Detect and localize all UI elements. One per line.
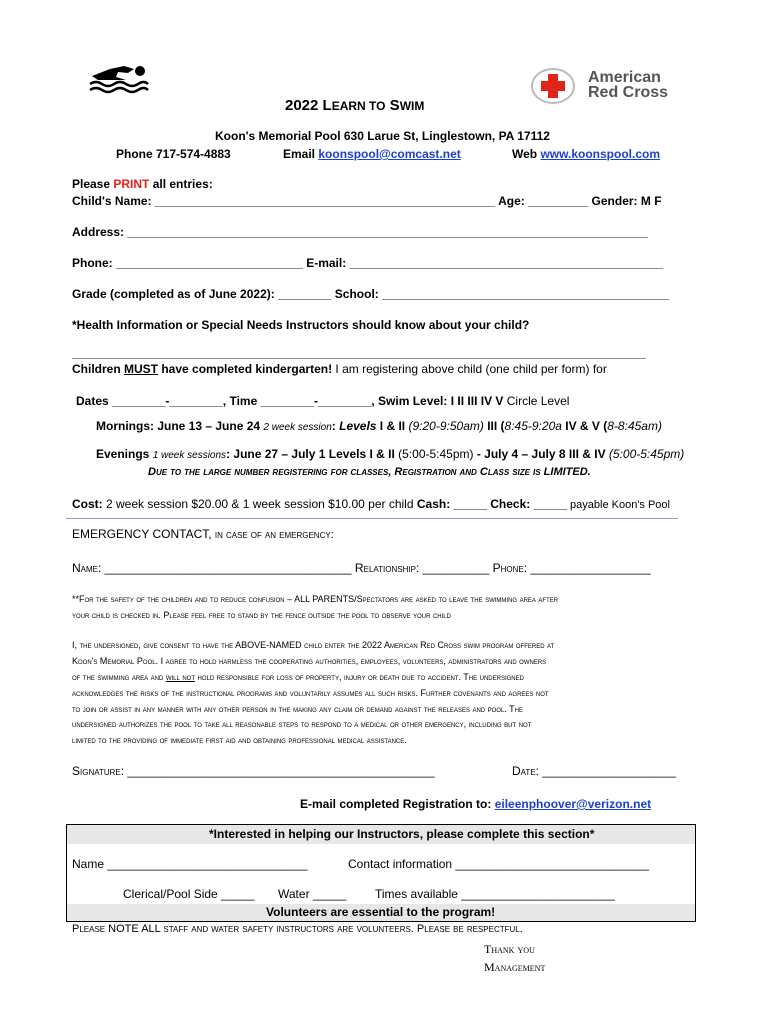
- red-cross-icon: [530, 67, 576, 105]
- pool-web: Web www.koonspool.com: [512, 147, 661, 161]
- print-instruction: Please PRINT all entries:: [72, 177, 213, 191]
- clerical-field[interactable]: Clerical/Pool Side _____: [123, 887, 255, 901]
- consent-line-4: acknowledges the risks of the instructional programs and voluntarily assumes all such risks. Further covenants and agrees not: [72, 688, 549, 698]
- pool-address: Koon's Memorial Pool 630 Larue St, Linglestown, PA 17112: [215, 129, 550, 143]
- grade-school-field[interactable]: Grade (completed as of June 2022): ________ School: ___________________________________________: [72, 287, 670, 301]
- management: Management: [484, 960, 546, 974]
- registration-email-link[interactable]: eileenphoover@verizon.net: [494, 797, 652, 811]
- volunteer-section: [66, 824, 696, 922]
- cost-line: Cost: 2 week session $20.00 & 1 week session $10.00 per child Cash: _____ Check: _____ payable Koon's Pool: [72, 497, 670, 511]
- volunteer-contact-field[interactable]: Contact information _____________________________: [348, 857, 649, 871]
- pool-email: Email koonspool@comcast.net: [283, 147, 461, 161]
- phone-email-field[interactable]: Phone: ____________________________ E-mail: _______________________________________________: [72, 256, 664, 270]
- consent-line-1: I, the undersigned, give consent to have the ABOVE-NAMED child enter the 2022 American Red Cross swim program offered at: [72, 640, 555, 650]
- kindergarten-notice: Children MUST have completed kindergarten! I am registering above child (one child per form) for: [72, 362, 607, 376]
- dates-level-line[interactable]: Dates ________-________, Time ________-________, Swim Level: I II III IV V Circle Level: [76, 394, 570, 408]
- emergency-title: EMERGENCY CONTACT, in case of an emergency:: [72, 527, 334, 541]
- logo-red-cross: Red Cross: [588, 84, 669, 101]
- mornings-schedule: Mornings: June 13 – June 24 2 week session: Levels I & II (9:20-9:50am) III (8:45-9:20a IV & V (8-8:45am): [96, 419, 662, 433]
- child-name-field[interactable]: Child's Name: ___________________________________________________ Age: _________ Gender: M F: [72, 194, 662, 208]
- evenings-schedule: Evenings 1 week sessions: June 27 – July 1 Levels I & II (5:00-5:45pm) - July 4 – July 8 III & IV (5:00-5:45pm): [96, 447, 685, 461]
- swimmer-logo-icon: [88, 60, 150, 94]
- consent-line-2: Koon's Memorial Pool. I agree to hold harmless the cooperating authorities, employees, volunteers, administrators and owners: [72, 656, 547, 666]
- consent-line-3: of the swimming area and will not hold responsible for loss of property, injury or death due to accident. The undersigned: [72, 672, 524, 682]
- section-divider: [66, 518, 678, 519]
- date-field[interactable]: Date: ____________________: [512, 764, 676, 778]
- staff-note: Please NOTE ALL staff and water safety instructors are volunteers. Please be respectful.: [72, 923, 523, 935]
- times-available-field[interactable]: Times available _______________________: [375, 887, 615, 901]
- volunteer-header: *Interested in helping our Instructors, please complete this section*: [209, 827, 595, 841]
- volunteer-footer: Volunteers are essential to the program!: [266, 905, 496, 919]
- consent-line-7: limited to the providing of immediate first aid and obtaining professional medical assistance.: [72, 735, 407, 745]
- page-title: 2022 LEARN TO SWIM: [285, 97, 425, 114]
- web-link[interactable]: www.koonspool.com: [540, 147, 661, 161]
- signature-field[interactable]: Signature: ______________________________________________: [72, 764, 435, 778]
- email-link[interactable]: koonspool@comcast.net: [318, 147, 461, 161]
- health-question: *Health Information or Special Needs Instructors should know about your child?: [72, 318, 530, 332]
- consent-line-5: to join or assist in any manner with any other person in the making any claim or demand against the releases and pool. The: [72, 704, 523, 714]
- safety-line-1: **For the safety of the children and to reduce confusion – ALL PARENTS/Spectators are asked to leave the swimming area after: [72, 594, 559, 604]
- health-answer-line[interactable]: ______________________________________________________________________________________: [72, 346, 646, 360]
- address-field[interactable]: Address: ______________________________________________________________________________: [72, 225, 648, 239]
- volunteer-name-field[interactable]: Name ______________________________: [72, 857, 308, 871]
- cash-field[interactable]: Cash: _____: [413, 497, 487, 511]
- limited-notice: Due to the large number registering for classes, Registration and Class size is LIMITED.: [148, 466, 591, 478]
- thank-you: Thank you: [484, 942, 535, 956]
- email-registration: E-mail completed Registration to: eileenphoover@verizon.net: [300, 797, 652, 811]
- consent-line-6: undersigned authorizes the pool to take all reasonable steps to respond to a medical or other emergency, including but not: [72, 719, 532, 729]
- safety-line-2: your child is checked in. Please feel free to stand by the fence outside the pool to observe your child: [72, 610, 451, 620]
- pool-phone: Phone 717-574-4883: [116, 147, 231, 161]
- logo-american: American: [588, 69, 661, 86]
- emergency-contact-field[interactable]: Name: _____________________________________ Relationship: __________ Phone: __________________: [72, 561, 651, 575]
- check-field[interactable]: Check: _____: [486, 497, 567, 511]
- water-field[interactable]: Water _____: [278, 887, 347, 901]
